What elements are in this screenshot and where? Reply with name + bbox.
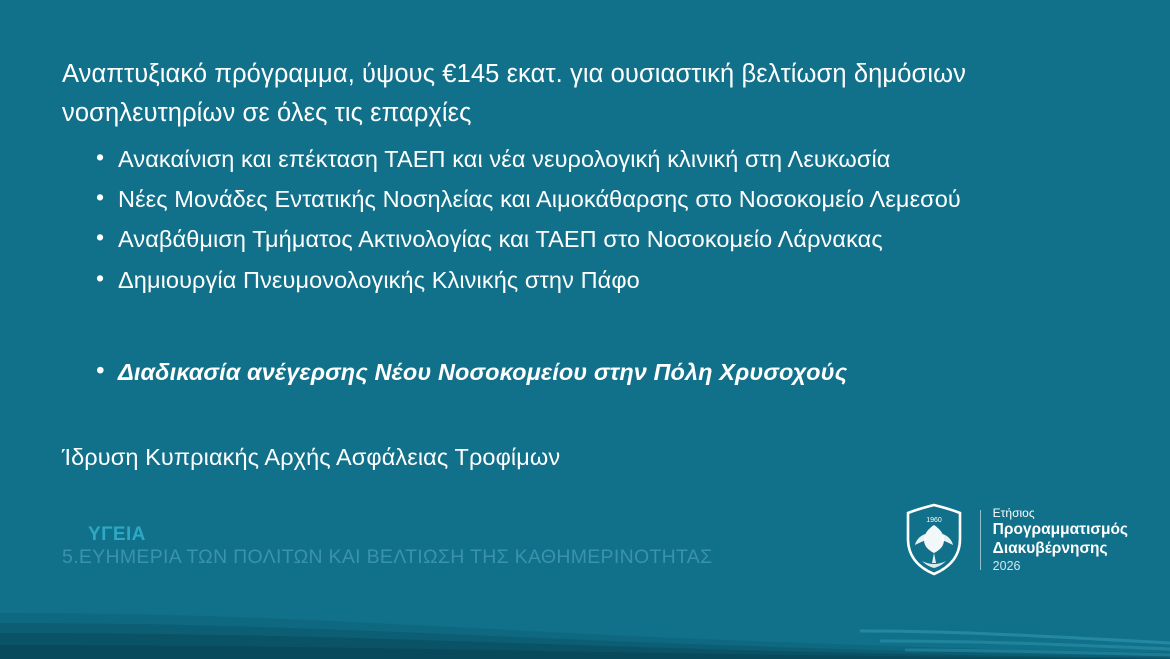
logo-line-4: 2026	[992, 558, 1021, 573]
logo-line-1: Ετήσιος	[992, 506, 1035, 521]
list-item	[92, 139, 1072, 179]
svg-text:1960: 1960	[925, 517, 942, 524]
logo-block	[902, 500, 1128, 580]
list-item	[92, 179, 1072, 219]
list-item	[92, 260, 1072, 300]
slide-content	[62, 55, 1072, 473]
section-label: ΥΓΕΙΑ	[88, 524, 146, 545]
list-item-emphasis	[92, 352, 1072, 392]
bullet-list	[62, 139, 1072, 393]
logo-text	[993, 506, 1128, 574]
list-item-label: Ανακαίνιση και επέκταση ΤΑΕΠ και νέα νευρολογική κλινική στη Λευκωσία	[118, 145, 891, 172]
footnote-text: Ίδρυση Κυπριακής Αρχής Ασφάλειας Τροφίμων	[62, 443, 561, 470]
list-item-label: Δημιουργία Πνευμονολογικής Κλινικής στην Πάφο	[118, 266, 640, 293]
wave-decoration	[0, 597, 1170, 659]
list-item	[92, 219, 1072, 259]
list-item-emphasis-label: Διαδικασία ανέγερσης Νέου Νοσοκομείου στην Πόλη Χρυσοχούς	[118, 359, 848, 386]
logo-divider	[980, 510, 981, 570]
logo-line-3: Διακυβέρνησης	[992, 539, 1108, 557]
logo-line-2: Προγραμματισμός	[992, 520, 1128, 538]
list-item-label: Νέες Μονάδες Εντατικής Νοσηλείας και Αιμοκάθαρσης στο Νοσοκομείο Λεμεσού	[118, 185, 961, 212]
section-subtitle: 5.ΕΥΗΜΕΡΙΑ ΤΩΝ ΠΟΛΙΤΩΝ ΚΑΙ ΒΕΛΤΙΩΣΗ ΤΗΣ ΚΑΘΗΜΕΡΙΝΟΤΗΤΑΣ	[62, 546, 713, 568]
page-title: Αναπτυξιακό πρόγραμμα, ύψους €145 εκατ. για ουσιαστική βελτίωση δημόσιων νοσηλευτηρίων σε όλες τις επαρχίες	[62, 60, 966, 127]
cyprus-coat-of-arms-icon	[902, 503, 966, 577]
list-item-label: Αναβάθμιση Τμήματος Ακτινολογίας και ΤΑΕΠ στο Νοσοκομείο Λάρνακας	[118, 226, 883, 253]
